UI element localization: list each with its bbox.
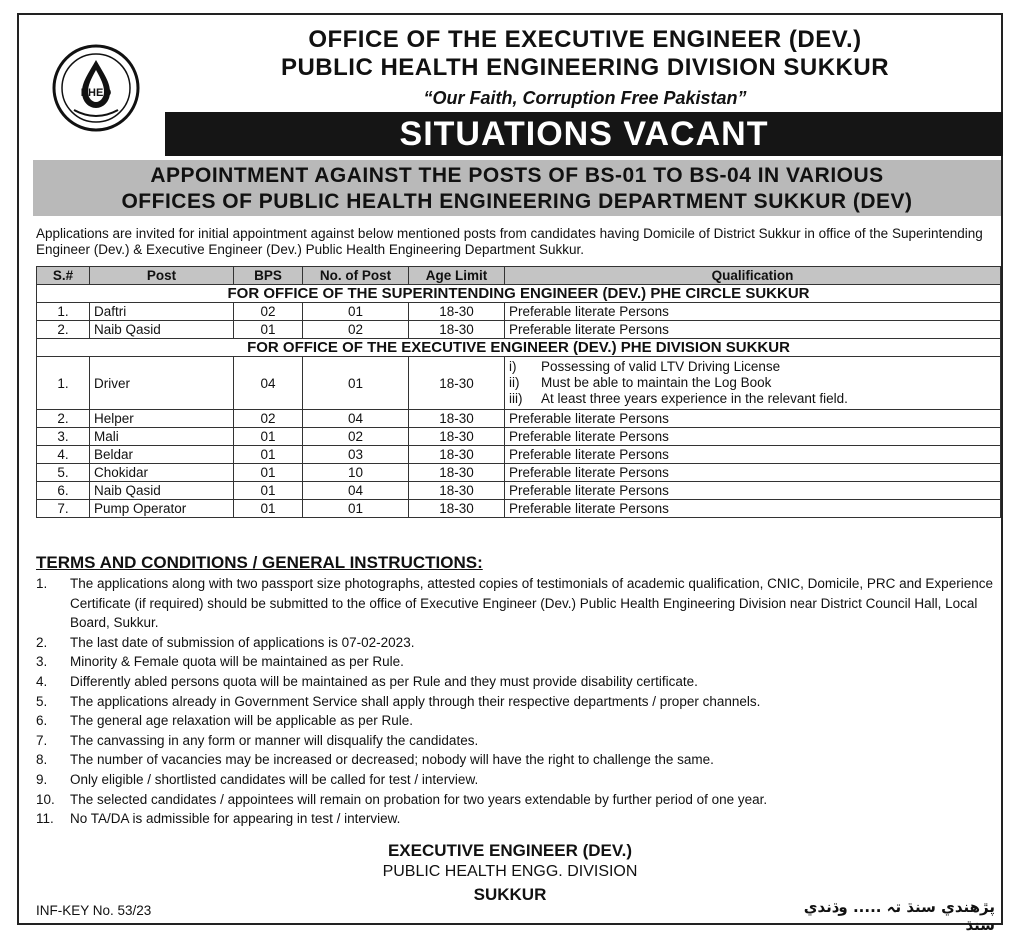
cell-bps: 02	[234, 303, 303, 321]
motto: “Our Faith, Corruption Free Pakistan”	[423, 88, 747, 108]
col-header-qualification: Qualification	[505, 267, 1001, 285]
table-row	[37, 357, 1001, 410]
cell-post: Helper	[90, 410, 234, 428]
cell-post: Driver	[90, 357, 234, 410]
cell-qualification: Preferable literate Persons	[505, 482, 1001, 500]
appointment-heading	[33, 160, 1001, 216]
table-row	[37, 428, 1001, 446]
cell-sn: 2.	[37, 410, 90, 428]
section-heading-circle: FOR OFFICE OF THE SUPERINTENDING ENGINEER (DEV.) PHE CIRCLE SUKKUR	[37, 285, 1001, 303]
cell-bps: 01	[234, 321, 303, 339]
section-heading-division: FOR OFFICE OF THE EXECUTIVE ENGINEER (DEV.) PHE DIVISION SUKKUR	[37, 339, 1001, 357]
cell-count: 02	[303, 321, 409, 339]
table-row	[37, 303, 1001, 321]
list-item: 5. The applications already in Government Service shall apply through their respective departments / proper channels.	[36, 693, 761, 709]
cell-qualification: Preferable literate Persons	[505, 500, 1001, 518]
phed-logo	[52, 44, 140, 132]
cell-count: 03	[303, 446, 409, 464]
qualification-item: i) Possessing of valid LTV Driving License	[509, 359, 781, 374]
cell-age: 18-30	[409, 500, 505, 518]
list-item: 8. The number of vacancies may be increased or decreased; nobody will have the right to challenge the same.	[36, 752, 714, 768]
appointment-heading-line1: APPOINTMENT AGAINST THE POSTS OF BS-01 TO BS-04 IN VARIOUS	[150, 164, 884, 187]
cell-bps: 01	[234, 446, 303, 464]
terms-title: TERMS AND CONDITIONS / GENERAL INSTRUCTIONS:	[36, 553, 483, 572]
cell-age: 18-30	[409, 446, 505, 464]
logo-text: PHED	[80, 87, 112, 99]
sindhi-slogan: پڙهندي سنڌ تہ ..... وڌندي سنڌ	[803, 898, 995, 934]
section-row	[37, 285, 1001, 303]
qualification-item: iii) At least three years experience in the relevant field.	[509, 391, 848, 406]
cell-age: 18-30	[409, 303, 505, 321]
cell-qualification: Preferable literate Persons	[505, 321, 1001, 339]
terms-list	[36, 574, 1006, 829]
table-row	[37, 500, 1001, 518]
list-item: 1. The applications along with two passport size photographs, attested copies of testimonials of academic qualification, CNIC, Domicile, PRC and Experience Certificate (if required) should be submitted to the office of Executive Engineer (Dev.) Public Health Engineering Division near District Council Hall, Local Board, Sukkur.	[36, 576, 993, 631]
col-header-bps: BPS	[234, 267, 303, 285]
cell-sn: 5.	[37, 464, 90, 482]
cell-count: 04	[303, 410, 409, 428]
table-row	[37, 321, 1001, 339]
cell-qualification: Preferable literate Persons	[505, 303, 1001, 321]
cell-sn: 2.	[37, 321, 90, 339]
cell-sn: 4.	[37, 446, 90, 464]
cell-sn: 7.	[37, 500, 90, 518]
table-row	[37, 446, 1001, 464]
list-item: 10. The selected candidates / appointees will remain on probation for two years extendable by further period of one year.	[36, 791, 768, 807]
cell-post: Pump Operator	[90, 500, 234, 518]
cell-bps: 04	[234, 357, 303, 410]
division-title: PUBLIC HEALTH ENGINEERING DIVISION SUKKUR	[280, 54, 890, 81]
cell-bps: 01	[234, 482, 303, 500]
cell-age: 18-30	[409, 357, 505, 410]
list-item: 3. Minority & Female quota will be maintained as per Rule.	[36, 654, 404, 670]
cell-bps: 01	[234, 464, 303, 482]
list-item: 6. The general age relaxation will be applicable as per Rule.	[36, 713, 413, 729]
signatory-city: SUKKUR	[473, 885, 547, 904]
cell-post: Beldar	[90, 446, 234, 464]
table-header-row	[37, 267, 1001, 285]
cell-count: 01	[303, 500, 409, 518]
signatory-division: PUBLIC HEALTH ENGG. DIVISION	[382, 863, 638, 880]
col-header-no-of-post: No. of Post	[303, 267, 409, 285]
cell-age: 18-30	[409, 428, 505, 446]
cell-post: Mali	[90, 428, 234, 446]
list-item: 11. No TA/DA is admissible for appearing in test / interview.	[36, 811, 401, 827]
cell-count: 01	[303, 357, 409, 410]
cell-post: Naib Qasid	[90, 482, 234, 500]
cell-qualification: Preferable literate Persons	[505, 428, 1001, 446]
cell-count: 10	[303, 464, 409, 482]
cell-age: 18-30	[409, 482, 505, 500]
situations-vacant-banner: SITUATIONS VACANT	[165, 112, 1003, 156]
cell-count: 01	[303, 303, 409, 321]
cell-age: 18-30	[409, 321, 505, 339]
cell-bps: 01	[234, 500, 303, 518]
office-title: OFFICE OF THE EXECUTIVE ENGINEER (DEV.)	[308, 26, 862, 53]
cell-sn: 1.	[37, 357, 90, 410]
cell-bps: 02	[234, 410, 303, 428]
col-header-age-limit: Age Limit	[409, 267, 505, 285]
cell-post: Chokidar	[90, 464, 234, 482]
cell-qualification: Preferable literate Persons	[505, 464, 1001, 482]
appointment-heading-line2: OFFICES OF PUBLIC HEALTH ENGINEERING DEPARTMENT SUKKUR (DEV)	[121, 190, 913, 213]
section-row	[37, 339, 1001, 357]
cell-qualification: Preferable literate Persons	[505, 410, 1001, 428]
list-item: 4. Differently abled persons quota will be maintained as per Rule and they must provide disability certificate.	[36, 673, 698, 689]
cell-post: Naib Qasid	[90, 321, 234, 339]
col-header-sn: S.#	[37, 267, 90, 285]
table-row	[37, 410, 1001, 428]
cell-age: 18-30	[409, 410, 505, 428]
posts-table	[36, 266, 1001, 518]
cell-post: Daftri	[90, 303, 234, 321]
cell-qualification: Preferable literate Persons	[505, 446, 1001, 464]
intro-paragraph: Applications are invited for initial appointment against below mentioned posts from candidates having Domicile of District Sukkur in office of the Superintending Engineer (Dev.) & Executive Engineer (Dev.) Public Health Engineering Department Sukkur.	[36, 226, 983, 257]
cell-sn: 3.	[37, 428, 90, 446]
signatory-title: EXECUTIVE ENGINEER (DEV.)	[387, 841, 633, 860]
col-header-post: Post	[90, 267, 234, 285]
cell-qualification	[505, 357, 1001, 410]
list-item: 7. The canvassing in any form or manner will disqualify the candidates.	[36, 732, 479, 748]
cell-bps: 01	[234, 428, 303, 446]
table-row	[37, 464, 1001, 482]
cell-count: 04	[303, 482, 409, 500]
qualification-item: ii) Must be able to maintain the Log Book	[509, 375, 772, 390]
cell-sn: 6.	[37, 482, 90, 500]
table-row	[37, 482, 1001, 500]
inf-key-number: INF-KEY No. 53/23	[36, 903, 152, 918]
cell-age: 18-30	[409, 464, 505, 482]
list-item: 9. Only eligible / shortlisted candidates will be called for test / interview.	[36, 771, 479, 787]
cell-sn: 1.	[37, 303, 90, 321]
list-item: 2. The last date of submission of applications is 07-02-2023.	[36, 634, 415, 650]
cell-count: 02	[303, 428, 409, 446]
